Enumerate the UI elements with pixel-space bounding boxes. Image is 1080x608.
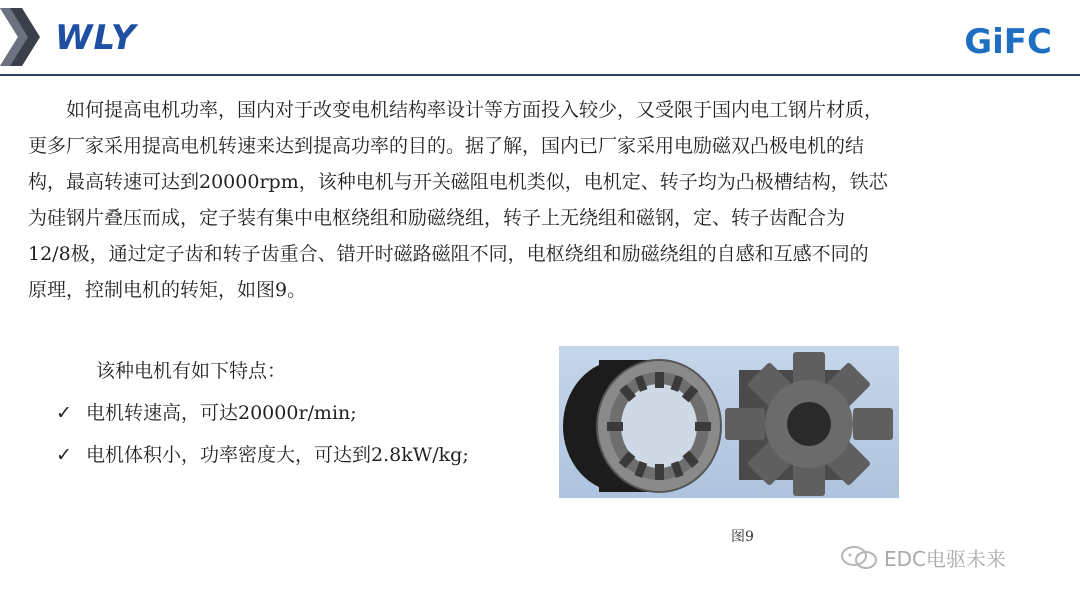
wly-logo: WLY — [55, 18, 137, 58]
paragraph-line: 12/8极，通过定子齿和转子齿重合、错开时磁路磁阻不同，电枢绕组和励磁绕组的自感和互感不同的 — [28, 243, 869, 265]
motor-illustration — [559, 346, 899, 498]
check-icon: ✓ — [56, 444, 72, 466]
feature-text: 电机转速高，可达20000r/min; — [86, 402, 357, 424]
paragraph-line: 原理，控制电机的转矩，如图9。 — [28, 279, 307, 301]
motor-figure — [559, 346, 899, 498]
header-divider — [0, 74, 1080, 76]
gifc-logo: GiFC — [964, 22, 1052, 62]
header — [0, 0, 1080, 76]
feature-item — [56, 440, 469, 467]
features-title: 该种电机有如下特点： — [96, 360, 287, 382]
check-icon: ✓ — [56, 402, 72, 424]
wechat-icon — [840, 545, 880, 571]
feature-text: 电机体积小，功率密度大，可达到2.8kW/kg; — [86, 444, 469, 466]
paragraph-line: 如何提高电机功率，国内对于改变电机结构率设计等方面投入较少，又受限于国内电工钢片材质， — [66, 99, 884, 121]
feature-item — [56, 398, 357, 425]
watermark-text: EDC电驱未来 — [884, 547, 1007, 571]
paragraph-line: 为硅钢片叠压而成，定子装有集中电枢绕组和励磁绕组，转子上无绕组和磁钢，定、转子齿配合为 — [28, 207, 846, 229]
body-paragraph — [28, 92, 1058, 308]
paragraph-line: 更多厂家采用提高电机转速来达到提高功率的目的。据了解，国内已厂家采用电励磁双凸极电机的结 — [28, 135, 865, 157]
figure-caption: 图9 — [731, 529, 754, 545]
paragraph-line: 构，最高转速可达到20000rpm，该种电机与开关磁阻电机类似，电机定、转子均为凸极槽结构，铁芯 — [28, 171, 888, 193]
chevron-logo-icon — [0, 8, 40, 66]
